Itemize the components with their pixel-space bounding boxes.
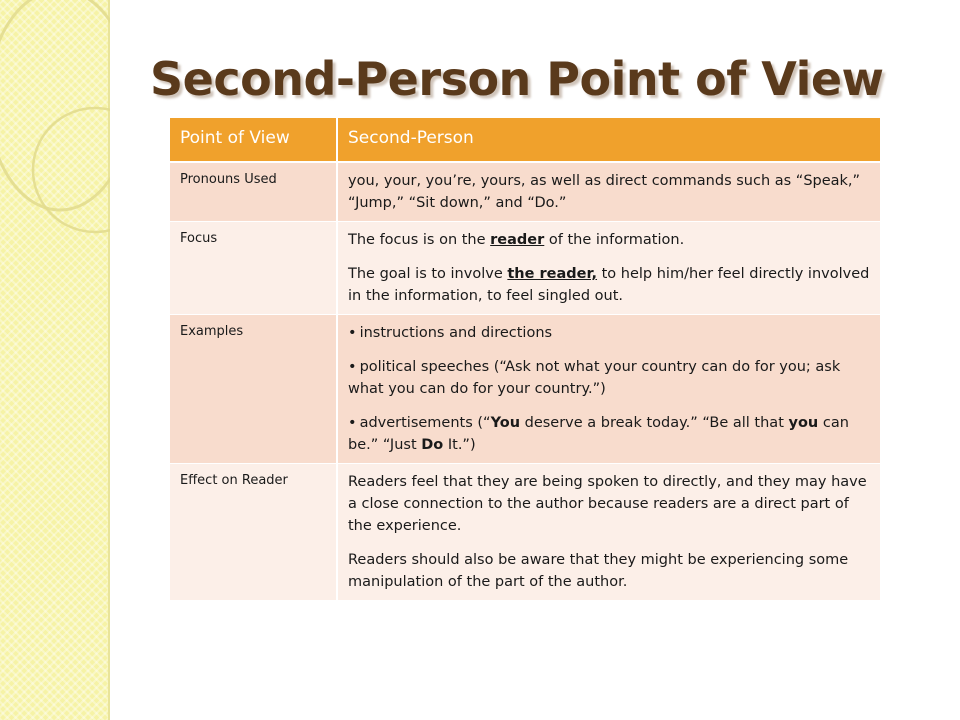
example-item xyxy=(348,412,872,456)
row-text-effect xyxy=(337,464,880,601)
example-text: can be.” “Just xyxy=(348,415,849,453)
example-text: advertisements (“ xyxy=(359,415,491,431)
slide-title: Second-Person Point of View xyxy=(150,52,884,106)
example-text: deserve a break today.” “Be all that xyxy=(520,415,789,431)
focus-emphasis-the-reader: the reader, xyxy=(507,266,598,282)
example-emphasis: You xyxy=(490,415,521,431)
effect-paragraph-1: Readers feel that they are being spoken to directly, and they may have a close connection to the author because readers are a direct part of the experience. xyxy=(348,474,867,534)
table-row-focus xyxy=(170,222,880,315)
focus-text: The focus is on the xyxy=(348,232,491,248)
table-row-examples xyxy=(170,315,880,464)
example-item: • instructions and directions xyxy=(348,322,872,344)
header-point-of-view: Point of View xyxy=(170,118,337,162)
table-row-effect xyxy=(170,464,880,601)
focus-emphasis-reader: reader xyxy=(490,232,545,248)
focus-paragraph-1 xyxy=(348,229,872,251)
effect-paragraph-2: Readers should also be aware that they might be experiencing some manipulation of the part of the author. xyxy=(348,552,849,590)
focus-text: of the information. xyxy=(544,232,685,248)
header-second-person: Second-Person xyxy=(337,118,880,162)
decorative-side-band xyxy=(0,0,110,720)
pov-table xyxy=(170,118,880,601)
row-label-effect: Effect on Reader xyxy=(170,464,337,601)
table-header-row xyxy=(170,118,880,162)
focus-text: to help him/her feel directly involved in the information, to feel singled out. xyxy=(348,266,870,304)
row-label-pronouns: Pronouns Used xyxy=(170,162,337,222)
example-item: • political speeches (“Ask not what your country can do for you; ask what you can do for your country.”) xyxy=(348,356,872,400)
row-text-examples xyxy=(337,315,880,464)
table-row-pronouns xyxy=(170,162,880,222)
example-emphasis: you xyxy=(788,415,819,431)
row-label-focus: Focus xyxy=(170,222,337,315)
focus-paragraph-2 xyxy=(348,263,872,307)
row-text-focus xyxy=(337,222,880,315)
row-text-pronouns: you, your, you’re, yours, as well as direct commands such as “Speak,” “Jump,” “Sit down,” and “Do.” xyxy=(337,162,880,222)
decorative-rings xyxy=(0,0,110,720)
example-emphasis: Do xyxy=(421,437,444,453)
example-text: It.”) xyxy=(443,437,476,453)
row-label-examples: Examples xyxy=(170,315,337,464)
focus-text: The goal is to involve xyxy=(348,266,508,282)
